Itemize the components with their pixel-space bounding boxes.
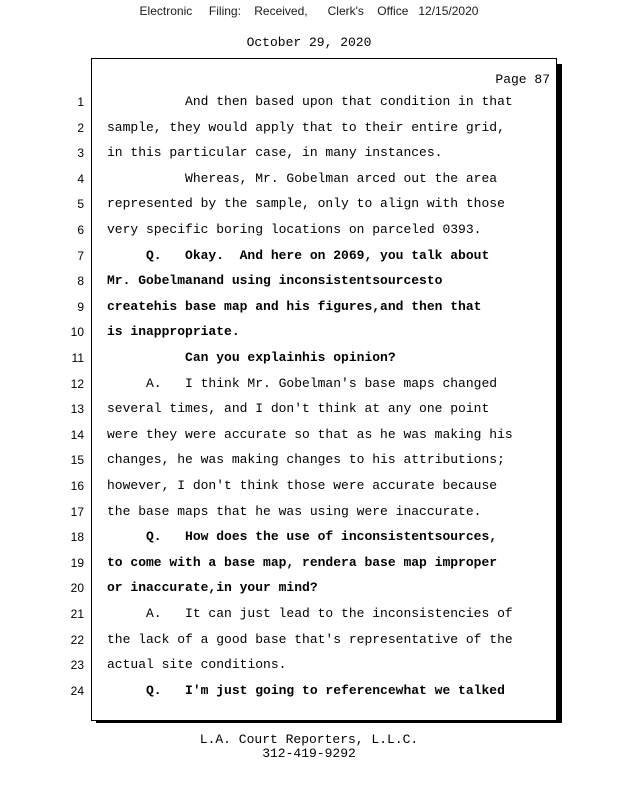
- line-number: 2: [77, 120, 84, 135]
- line-number: 3: [77, 146, 84, 161]
- transcript-line: [0, 451, 618, 471]
- transcript-line: [0, 682, 618, 702]
- transcript-line: [0, 170, 618, 190]
- line-text: several times, and I don't think at any one point: [107, 401, 490, 417]
- line-number: 1: [77, 95, 84, 109]
- transcript-line: [0, 375, 618, 395]
- line-number: 15: [70, 453, 84, 468]
- transcript-line: [0, 298, 618, 318]
- line-text: Q. How does the use of inconsistentsources,: [107, 529, 498, 545]
- transcript-date: October 29, 2020: [246, 35, 372, 50]
- transcript-line: [0, 605, 618, 625]
- transcript-line: [0, 119, 618, 139]
- line-text: were they were accurate so that as he was making his: [107, 426, 513, 442]
- line-number: 22: [70, 632, 84, 647]
- page-number: Page 87: [495, 72, 550, 87]
- line-text: Mr. Gobelmanand using inconsistentsourcesto: [107, 273, 443, 289]
- line-text: createhis base map and his figures,and then that: [107, 298, 482, 314]
- line-number: 7: [77, 248, 84, 263]
- transcript-line: [0, 528, 618, 548]
- line-number: 20: [70, 581, 84, 596]
- filing-stamp: Electronic Filing: Received, Clerk's Office 12/15/2020: [139, 4, 479, 18]
- line-number: 19: [70, 555, 84, 570]
- transcript-line: [0, 579, 618, 599]
- line-text: Whereas, Mr. Gobelman arced out the area: [107, 170, 498, 186]
- line-number: 9: [77, 299, 84, 314]
- line-number: 11: [71, 351, 84, 365]
- transcript-line: [0, 426, 618, 446]
- transcript-line: [0, 221, 618, 241]
- line-text: Q. Okay. And here on 2069, you talk about: [107, 247, 490, 263]
- transcript-line: [0, 656, 618, 676]
- transcript-line: [0, 93, 618, 113]
- line-text: A. It can just lead to the inconsistencies of: [107, 606, 513, 621]
- line-text: actual site conditions.: [107, 657, 287, 673]
- line-text: And then based upon that condition in that: [107, 94, 513, 109]
- line-text: however, I don't think those were accurate because: [107, 478, 498, 493]
- line-text: represented by the sample, only to align with those: [107, 196, 505, 212]
- line-text: sample, they would apply that to their entire grid,: [107, 119, 505, 135]
- line-number: 16: [70, 479, 84, 493]
- line-number: 8: [77, 274, 84, 289]
- line-number: 21: [70, 607, 84, 621]
- transcript-line: [0, 195, 618, 215]
- line-text: in this particular case, in many instances.: [107, 145, 443, 161]
- transcript-line: [0, 349, 618, 369]
- line-text: Q. I'm just going to referencewhat we talked: [107, 682, 505, 698]
- line-number: 12: [70, 376, 84, 391]
- transcript-line: [0, 400, 618, 420]
- line-number: 6: [77, 223, 84, 237]
- line-number: 14: [70, 427, 84, 442]
- line-text: Can you explainhis opinion?: [107, 350, 396, 365]
- line-text: is inappropriate.: [107, 324, 240, 340]
- transcript-line: [0, 144, 618, 164]
- line-number: 10: [70, 325, 84, 340]
- line-number: 17: [70, 504, 84, 519]
- transcript-line: [0, 554, 618, 574]
- transcript-line: [0, 631, 618, 651]
- reporter-name: L.A. Court Reporters, L.L.C.: [199, 732, 419, 747]
- line-number: 5: [77, 197, 84, 212]
- line-text: to come with a base map, rendera base map improper: [107, 554, 498, 570]
- transcript-line: [0, 323, 618, 343]
- line-text: or inaccurate,in your mind?: [107, 580, 318, 596]
- line-number: 23: [70, 658, 84, 673]
- reporter-phone: 312-419-9292: [262, 746, 356, 761]
- transcript-line: [0, 272, 618, 292]
- line-number: 13: [70, 402, 84, 417]
- line-text: very specific boring locations on parceled 0393.: [107, 222, 482, 237]
- line-text: the lack of a good base that's representative of the: [107, 631, 513, 647]
- line-text: A. I think Mr. Gobelman's base maps changed: [107, 375, 498, 391]
- line-number: 18: [70, 530, 84, 545]
- transcript-line: [0, 477, 618, 497]
- transcript-line: [0, 247, 618, 267]
- line-number: 24: [70, 683, 84, 698]
- line-number: 4: [77, 171, 84, 186]
- transcript-line: [0, 503, 618, 523]
- line-text: changes, he was making changes to his attributions;: [107, 452, 505, 468]
- line-text: the base maps that he was using were inaccurate.: [107, 503, 482, 519]
